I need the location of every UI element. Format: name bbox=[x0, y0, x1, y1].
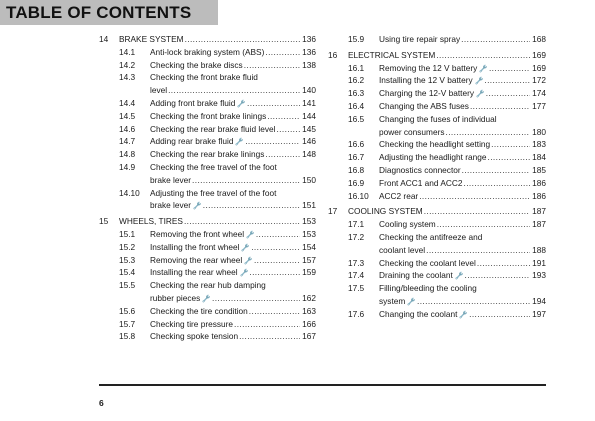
wrench-icon: 🔧 bbox=[407, 298, 416, 306]
toc-left-column bbox=[99, 33, 316, 343]
toc-entry-number: 16.7 bbox=[348, 152, 365, 163]
dot-leader bbox=[435, 49, 530, 62]
toc-page-number: 148 bbox=[302, 149, 316, 160]
toc-entry[interactable] bbox=[99, 110, 316, 123]
toc-page-number: 187 bbox=[532, 206, 546, 217]
dot-leader bbox=[275, 123, 300, 136]
toc-page-number: 146 bbox=[302, 136, 316, 147]
toc-entry[interactable] bbox=[99, 59, 316, 72]
dot-leader bbox=[483, 74, 530, 87]
toc-entry-number: 17.5 bbox=[348, 283, 365, 294]
toc-page-number: 174 bbox=[532, 88, 546, 99]
toc-page-number: 140 bbox=[302, 85, 316, 96]
wrench-icon: 🔧 bbox=[193, 203, 202, 211]
toc-entry-number: 14.1 bbox=[119, 46, 136, 57]
dot-leader bbox=[183, 215, 300, 228]
toc-entry[interactable] bbox=[328, 308, 546, 321]
toc-entry[interactable] bbox=[328, 87, 546, 100]
toc-entry-number: 15.2 bbox=[119, 241, 136, 252]
toc-entry[interactable] bbox=[328, 164, 546, 177]
wrench-icon: 🔧 bbox=[237, 100, 247, 108]
toc-entry[interactable] bbox=[99, 135, 316, 148]
toc-entry-title: Installing the 12 V battery bbox=[379, 75, 473, 86]
toc-page-number: 186 bbox=[532, 190, 546, 201]
toc-entry-number: 15.5 bbox=[119, 280, 136, 291]
toc-page-number: 197 bbox=[532, 308, 546, 319]
toc-page-number: 136 bbox=[302, 46, 316, 57]
toc-entry-title: Removing the 12 V battery bbox=[379, 62, 478, 73]
toc-page-number: 186 bbox=[532, 177, 546, 188]
toc-entry[interactable] bbox=[328, 190, 546, 203]
toc-page-number: 191 bbox=[532, 257, 546, 268]
toc-entry-title: system bbox=[379, 295, 406, 306]
toc-entry[interactable] bbox=[328, 100, 546, 113]
toc-entry-title: Adding rear brake fluid bbox=[150, 136, 234, 147]
toc-entry-title: BRAKE SYSTEM bbox=[119, 34, 184, 44]
toc-entry-title: Anti-lock braking system (ABS) bbox=[150, 46, 265, 57]
toc-entry-title: Installing the rear wheel bbox=[150, 267, 238, 278]
wrench-icon: 🔧 bbox=[202, 295, 211, 303]
toc-entry-number: 16.2 bbox=[348, 75, 365, 86]
toc-entry[interactable] bbox=[99, 266, 316, 279]
toc-entry[interactable] bbox=[99, 199, 316, 212]
toc-entry-number: 17.2 bbox=[348, 231, 365, 242]
toc-entry-title: Removing the front wheel bbox=[150, 228, 245, 239]
toc-page-number: 163 bbox=[302, 305, 316, 316]
wrench-icon: 🔧 bbox=[244, 257, 253, 265]
toc-entry-number: 17 bbox=[328, 206, 338, 217]
toc-entry-number: 16 bbox=[328, 49, 338, 60]
dot-leader bbox=[436, 218, 530, 231]
wrench-icon: 🔧 bbox=[246, 231, 255, 239]
toc-right-column bbox=[328, 33, 546, 321]
toc-entry[interactable] bbox=[99, 318, 316, 331]
toc-entry-title: Changing the fuses of individual bbox=[379, 113, 497, 124]
toc-page-number: 194 bbox=[532, 295, 546, 306]
toc-entry-number: 15.3 bbox=[119, 254, 136, 265]
toc-entry[interactable] bbox=[328, 74, 546, 87]
toc-entry-title: Changing the coolant bbox=[379, 308, 458, 319]
toc-page-number: 145 bbox=[302, 123, 316, 134]
dot-leader bbox=[486, 151, 530, 164]
dot-leader bbox=[464, 269, 531, 282]
toc-entry-title: Checking the rear hub damping bbox=[150, 280, 266, 291]
toc-entry-number: 16.1 bbox=[348, 62, 365, 73]
dot-leader bbox=[233, 318, 300, 331]
toc-page-number: 153 bbox=[302, 216, 316, 227]
toc-entry-number: 16.9 bbox=[348, 177, 365, 188]
toc-entry[interactable] bbox=[328, 231, 546, 244]
toc-page-number: 138 bbox=[302, 59, 316, 70]
toc-page-number: 185 bbox=[532, 164, 546, 175]
dot-leader bbox=[238, 330, 300, 343]
wrench-icon: 🔧 bbox=[235, 139, 245, 147]
dot-leader bbox=[476, 257, 530, 270]
toc-entry[interactable] bbox=[99, 161, 316, 174]
toc-entry[interactable] bbox=[99, 71, 316, 84]
dot-leader bbox=[488, 62, 530, 75]
dot-leader bbox=[462, 177, 530, 190]
toc-page-number: 184 bbox=[532, 152, 546, 163]
toc-entry[interactable] bbox=[328, 218, 546, 231]
toc-entry[interactable] bbox=[99, 292, 316, 305]
toc-entry-number: 16.10 bbox=[348, 190, 369, 201]
toc-entry-number: 15.6 bbox=[119, 305, 136, 316]
toc-page-number: 144 bbox=[302, 110, 316, 121]
toc-page-number: 169 bbox=[532, 62, 546, 73]
toc-entry-title: Checking the rear brake linings bbox=[150, 149, 265, 160]
dot-leader bbox=[425, 244, 530, 257]
toc-entry[interactable] bbox=[328, 113, 546, 126]
wrench-icon: 🔧 bbox=[479, 65, 488, 73]
toc-section-heading[interactable] bbox=[328, 205, 546, 218]
toc-entry-title: Adding front brake fluid bbox=[150, 97, 236, 108]
toc-page-number: 159 bbox=[302, 267, 316, 278]
toc-entry-title: coolant level bbox=[379, 244, 426, 255]
dot-leader bbox=[485, 87, 530, 100]
page-title: TABLE OF CONTENTS bbox=[6, 3, 192, 22]
toc-entry-number: 17.3 bbox=[348, 257, 365, 268]
dot-leader bbox=[184, 33, 301, 46]
dot-leader bbox=[243, 59, 300, 72]
toc-entry-title: Charging the 12-V battery bbox=[379, 88, 475, 99]
toc-entry-title: rubber pieces bbox=[150, 292, 201, 303]
toc-entry-number: 17.6 bbox=[348, 308, 365, 319]
toc-entry-number: 15.8 bbox=[119, 331, 136, 342]
toc-page-number: 154 bbox=[302, 241, 316, 252]
toc-entry[interactable] bbox=[328, 257, 546, 270]
toc-entry-title: Draining the coolant bbox=[379, 270, 453, 281]
toc-entry-number: 14.4 bbox=[119, 97, 136, 108]
toc-page-number: 151 bbox=[302, 200, 316, 211]
dot-leader bbox=[418, 190, 530, 203]
toc-page-number: 193 bbox=[532, 270, 546, 281]
wrench-icon: 🔧 bbox=[239, 270, 249, 278]
toc-entry-number: 14.6 bbox=[119, 123, 136, 134]
toc-section-heading[interactable] bbox=[99, 33, 316, 46]
toc-entry-number: 16.8 bbox=[348, 164, 365, 175]
toc-entry[interactable] bbox=[99, 330, 316, 343]
toc-entry-title: Using tire repair spray bbox=[379, 34, 461, 44]
toc-entry-number: 16.4 bbox=[348, 100, 365, 111]
toc-entry[interactable] bbox=[99, 279, 316, 292]
toc-entry-title: Adjusting the free travel of the foot bbox=[150, 187, 277, 198]
toc-entry[interactable] bbox=[328, 177, 546, 190]
toc-entry-number: 15.9 bbox=[348, 34, 365, 44]
toc-entry-number: 16.5 bbox=[348, 113, 365, 124]
toc-entry-number: 17.1 bbox=[348, 219, 365, 230]
toc-entry-title: Checking spoke tension bbox=[150, 331, 239, 342]
toc-page-number: 177 bbox=[532, 100, 546, 111]
toc-entry[interactable] bbox=[99, 305, 316, 318]
toc-entry-title: Checking the antifreeze and bbox=[379, 231, 483, 242]
toc-page-number: 183 bbox=[532, 139, 546, 150]
toc-entry[interactable] bbox=[99, 84, 316, 97]
toc-page-number: 188 bbox=[532, 244, 546, 255]
wrench-icon: 🔧 bbox=[474, 78, 484, 86]
dot-leader bbox=[264, 46, 300, 59]
toc-entry[interactable] bbox=[99, 174, 316, 187]
toc-entry-title: Checking the coolant level bbox=[379, 257, 476, 268]
toc-entry-title: ACC2 rear bbox=[379, 190, 419, 201]
toc-entry[interactable] bbox=[328, 62, 546, 75]
toc-entry-title: Checking the front brake linings bbox=[150, 110, 267, 121]
toc-page-number: 150 bbox=[302, 174, 316, 185]
toc-entry-number: 14.7 bbox=[119, 136, 136, 147]
dot-leader bbox=[244, 135, 300, 148]
toc-entry-number: 16.3 bbox=[348, 88, 365, 99]
toc-entry-title: Checking tire pressure bbox=[150, 318, 234, 329]
toc-entry[interactable] bbox=[328, 295, 546, 308]
toc-entry-title: brake lever bbox=[150, 174, 192, 185]
toc-entry[interactable] bbox=[99, 187, 316, 200]
toc-entry-number: 14.8 bbox=[119, 149, 136, 160]
toc-entry-title: Changing the ABS fuses bbox=[379, 100, 469, 111]
toc-entry-title: COOLING SYSTEM bbox=[348, 206, 423, 217]
dot-leader bbox=[250, 241, 300, 254]
toc-entry-number: 15.4 bbox=[119, 267, 136, 278]
toc-entry-title: Checking the rear brake fluid level bbox=[150, 123, 276, 134]
toc-entry-title: Adjusting the headlight range bbox=[379, 152, 487, 163]
toc-entry-number: 14.5 bbox=[119, 110, 136, 121]
toc-entry-title: Filling/bleeding the cooling bbox=[379, 283, 477, 294]
wrench-icon: 🔧 bbox=[476, 91, 485, 99]
dot-leader bbox=[423, 205, 530, 218]
toc-page-number: 157 bbox=[302, 254, 316, 265]
dot-leader bbox=[167, 84, 300, 97]
toc-section-heading[interactable] bbox=[328, 49, 546, 62]
toc-entry-title: WHEELS, TIRES bbox=[119, 216, 183, 227]
toc-entry[interactable] bbox=[328, 151, 546, 164]
wrench-icon: 🔧 bbox=[459, 311, 469, 319]
toc-entry[interactable] bbox=[99, 46, 316, 59]
toc-page-number: 169 bbox=[532, 49, 546, 60]
toc-entry[interactable] bbox=[99, 228, 316, 241]
toc-page-number: 168 bbox=[532, 34, 546, 44]
toc-entry-title: Checking the brake discs bbox=[150, 59, 243, 70]
toc-page-number: 166 bbox=[302, 318, 316, 329]
toc-entry-title: ELECTRICAL SYSTEM bbox=[348, 49, 436, 60]
toc-entry[interactable] bbox=[328, 126, 546, 139]
toc-entry-title: level bbox=[150, 85, 168, 96]
toc-entry-title: power consumers bbox=[379, 126, 445, 137]
toc-entry-title: Checking the front brake fluid bbox=[150, 72, 258, 83]
wrench-icon: 🔧 bbox=[454, 273, 464, 281]
footer-rule bbox=[99, 384, 546, 386]
toc-entry-title: Checking the free travel of the foot bbox=[150, 161, 277, 172]
toc-entry[interactable] bbox=[328, 282, 546, 295]
dot-leader bbox=[202, 199, 300, 212]
toc-entry-title: Front ACC1 and ACC2 bbox=[379, 177, 463, 188]
dot-leader bbox=[248, 305, 300, 318]
toc-entry-title: brake lever bbox=[150, 200, 192, 211]
dot-leader bbox=[444, 126, 530, 139]
dot-leader bbox=[211, 292, 300, 305]
toc-entry-number: 15 bbox=[99, 216, 109, 227]
header-bar bbox=[0, 0, 218, 25]
toc-entry-number: 15.1 bbox=[119, 228, 136, 239]
toc-page-number: 162 bbox=[302, 292, 316, 303]
toc-entry[interactable] bbox=[99, 241, 316, 254]
toc-entry-number: 17.4 bbox=[348, 270, 365, 281]
dot-leader bbox=[468, 308, 530, 321]
toc-page-number: 136 bbox=[302, 34, 316, 44]
dot-leader bbox=[461, 164, 531, 177]
dot-leader bbox=[460, 33, 530, 46]
toc-entry-number: 16.6 bbox=[348, 139, 365, 150]
toc-entry[interactable] bbox=[328, 138, 546, 151]
toc-entry-title: Checking the tire condition bbox=[150, 305, 248, 316]
toc-entry-title: Checking the headlight setting bbox=[379, 139, 491, 150]
dot-leader bbox=[416, 295, 530, 308]
toc-entry[interactable] bbox=[99, 254, 316, 267]
toc-entry-number: 14.3 bbox=[119, 72, 136, 83]
dot-leader bbox=[246, 97, 300, 110]
toc-entry-number: 15.7 bbox=[119, 318, 136, 329]
toc-entry[interactable] bbox=[328, 33, 546, 46]
dot-leader bbox=[253, 254, 300, 267]
dot-leader bbox=[469, 100, 530, 113]
toc-page-number: 187 bbox=[532, 219, 546, 230]
dot-leader bbox=[490, 138, 530, 151]
toc-page-number: 141 bbox=[302, 97, 316, 108]
toc-page-number: 153 bbox=[302, 228, 316, 239]
dot-leader bbox=[255, 228, 300, 241]
dot-leader bbox=[264, 148, 300, 161]
page-number: 6 bbox=[99, 398, 104, 408]
toc-entry[interactable] bbox=[99, 123, 316, 136]
toc-page-number: 167 bbox=[302, 331, 316, 342]
toc-entry-number: 14.9 bbox=[119, 161, 136, 172]
toc-page-number: 180 bbox=[532, 126, 546, 137]
toc-entry-number: 14.10 bbox=[119, 187, 140, 198]
toc-entry-title: Diagnostics connector bbox=[379, 164, 461, 175]
wrench-icon: 🔧 bbox=[241, 244, 251, 252]
toc-page-number: 172 bbox=[532, 75, 546, 86]
dot-leader bbox=[248, 266, 300, 279]
toc-entry[interactable] bbox=[99, 148, 316, 161]
toc-entry[interactable] bbox=[328, 244, 546, 257]
toc-entry-title: Cooling system bbox=[379, 219, 436, 230]
toc-section-heading[interactable] bbox=[99, 215, 316, 228]
toc-entry-number: 14.2 bbox=[119, 59, 136, 70]
toc-entry-title: Removing the rear wheel bbox=[150, 254, 243, 265]
toc-entry-title: Installing the front wheel bbox=[150, 241, 240, 252]
toc-entry[interactable] bbox=[328, 269, 546, 282]
dot-leader bbox=[266, 110, 300, 123]
toc-entry[interactable] bbox=[99, 97, 316, 110]
dot-leader bbox=[191, 174, 300, 187]
toc-entry-number: 14 bbox=[99, 34, 109, 44]
